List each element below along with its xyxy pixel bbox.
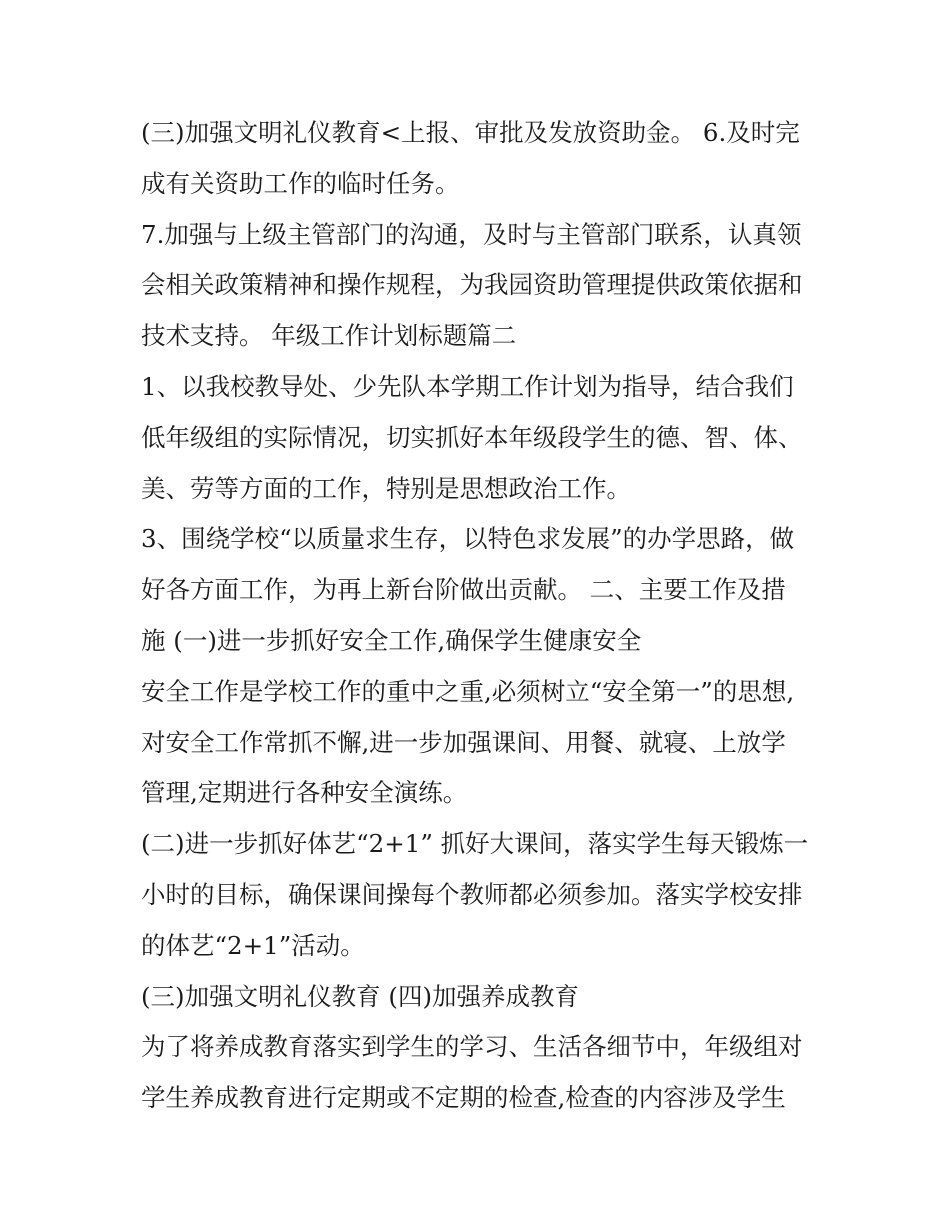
text-line: (三)加强文明礼仪教育<上报、审批及发放资助金。 6.及时完 xyxy=(141,118,800,147)
text-line: 成有关资助工作的临时任务。 xyxy=(141,168,460,198)
body-text xyxy=(141,108,821,1124)
text-line: 低年级组的实际情况，切实抓好本年级段学生的德、智、体、 xyxy=(141,422,803,452)
text-line: 对安全工作常抓不懈,进一步加强课间、用餐、就寝、上放学 xyxy=(141,727,786,757)
text-line: 施 (一)进一步抓好安全工作,确保学生健康安全 xyxy=(141,625,642,655)
text-line: (二)进一步抓好体艺“2+1” 抓好大课间，落实学生每天锻炼一 xyxy=(141,829,809,859)
text-line: 学生养成教育进行定期或不定期的检查,检查的内容涉及学生 xyxy=(141,1083,786,1113)
text-line: 会相关政策精神和操作规程，为我园资助管理提供政策依据和 xyxy=(141,270,803,300)
text-line: (三)加强文明礼仪教育 (四)加强养成教育 xyxy=(141,981,580,1011)
text-line: 管理,定期进行各种安全演练。 xyxy=(141,778,468,808)
text-line: 3、围绕学校“以质量求生存，以特色求发展”的办学思路，做 xyxy=(141,524,795,554)
text-line: 7.加强与上级主管部门的沟通，及时与主管部门联系，认真领 xyxy=(141,219,802,249)
text-line: 安全工作是学校工作的重中之重,必须树立“安全第一”的思想, xyxy=(141,676,795,706)
text-line: 技术支持。 年级工作计划标题篇二 xyxy=(141,321,517,351)
text-line: 好各方面工作，为再上新台阶做出贡献。 二、主要工作及措 xyxy=(141,575,786,605)
text-line: 美、劳等方面的工作，特别是思想政治工作。 xyxy=(141,473,631,503)
text-line: 为了将养成教育落实到学生的学习、生活各细节中，年级组对 xyxy=(141,1032,803,1062)
text-line: 的体艺“2+1”活动。 xyxy=(141,930,365,960)
text-line: 小时的目标，确保课间操每个教师都必须参加。落实学校安排 xyxy=(141,879,803,909)
text-line: 1、以我校教导处、少先队本学期工作计划为指导，结合我们 xyxy=(141,371,794,401)
